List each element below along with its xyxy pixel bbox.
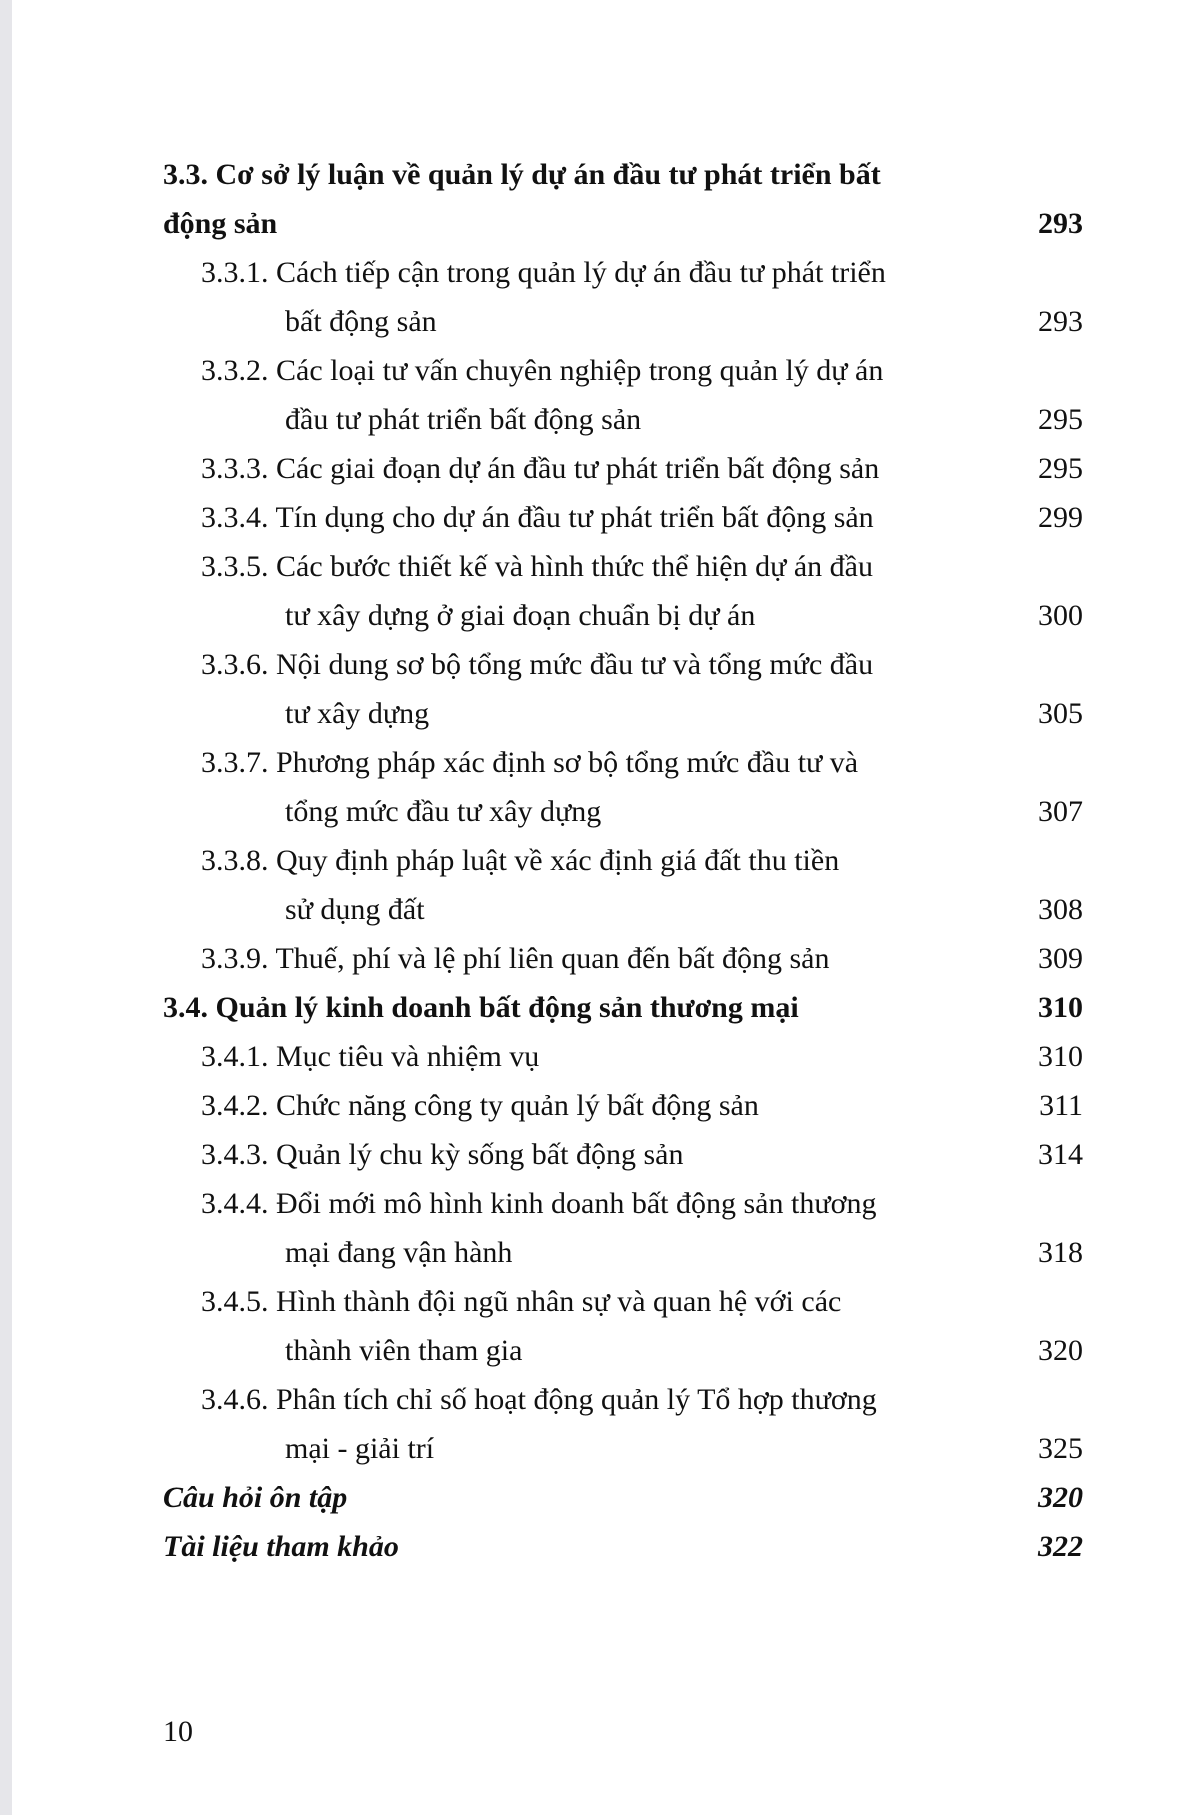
toc-entry-line (163, 1228, 1083, 1277)
toc-entry-title: 3.3.7. Phương pháp xác định sơ bộ tổng mức đầu tư và (201, 746, 859, 779)
toc-entry-title: 3.3.4. Tín dụng cho dự án đầu tư phát triển bất động sản (201, 501, 874, 534)
toc-entry-page: 310 (1038, 1040, 1083, 1073)
toc-entry-page: 318 (1038, 1236, 1083, 1269)
page-edge-shadow (0, 0, 12, 1815)
toc-entry-page: 311 (1039, 1089, 1083, 1122)
toc-entry-title: 3.4.2. Chức năng công ty quản lý bất động sản (201, 1089, 759, 1122)
toc-entry-title: bất động sản (285, 305, 437, 338)
toc-entry-page: 299 (1038, 501, 1083, 534)
toc-entry-title: 3.3. Cơ sở lý luận về quản lý dự án đầu tư phát triển bất (163, 158, 881, 191)
toc-entry-title: 3.4.5. Hình thành đội ngũ nhân sự và quan hệ với các (201, 1285, 842, 1318)
toc-entry-line (163, 297, 1083, 346)
toc-entry-line (163, 346, 1083, 395)
toc-entry-page: 310 (1038, 991, 1083, 1024)
toc-entry-line (163, 1032, 1083, 1081)
toc-entry-title: 3.3.5. Các bước thiết kế và hình thức thể hiện dự án đầu (201, 550, 873, 583)
toc-entry-title: tổng mức đầu tư xây dựng (285, 795, 602, 828)
toc-entry-line (163, 640, 1083, 689)
toc-entry-line (163, 738, 1083, 787)
toc-entry-title: Câu hỏi ôn tập (163, 1481, 348, 1514)
toc-entry-page: 293 (1038, 207, 1083, 240)
page-number: 10 (163, 1715, 193, 1748)
toc-entry-line (163, 1375, 1083, 1424)
toc-entry-title: 3.3.3. Các giai đoạn dự án đầu tư phát triển bất động sản (201, 452, 880, 485)
toc-entry-page: 314 (1038, 1138, 1083, 1171)
toc-entry-line (163, 836, 1083, 885)
toc-entry-title: 3.3.2. Các loại tư vấn chuyên nghiệp trong quản lý dự án (201, 354, 884, 387)
toc-entry-line (163, 199, 1083, 248)
toc-entry-line (163, 493, 1083, 542)
toc-entry-title: 3.3.9. Thuế, phí và lệ phí liên quan đến bất động sản (201, 942, 830, 975)
toc-entry-line (163, 1130, 1083, 1179)
toc-entry-page: 300 (1038, 599, 1083, 632)
toc-entry-title: thành viên tham gia (285, 1334, 523, 1367)
toc-entry-page: 307 (1038, 795, 1083, 828)
toc-entry-title: sử dụng đất (285, 893, 425, 926)
toc-entry-page: 295 (1038, 452, 1083, 485)
toc-entry-title: tư xây dựng ở giai đoạn chuẩn bị dự án (285, 599, 756, 632)
toc-entry-line (163, 395, 1083, 444)
toc-entry-title: mại - giải trí (285, 1432, 435, 1465)
toc-entry-line (163, 1326, 1083, 1375)
toc-entry-title: 3.4.6. Phân tích chỉ số hoạt động quản lý Tổ hợp thương (201, 1383, 877, 1416)
toc-entry-page: 293 (1038, 305, 1083, 338)
toc-entry-line (163, 542, 1083, 591)
toc-entry-title: tư xây dựng (285, 697, 430, 730)
toc-entry-title: 3.4. Quản lý kinh doanh bất động sản thương mại (163, 991, 799, 1024)
toc-entry-line (163, 444, 1083, 493)
toc-entry-title: 3.4.1. Mục tiêu và nhiệm vụ (201, 1040, 540, 1073)
toc-entry-title: Tài liệu tham khảo (163, 1530, 399, 1563)
toc-entry-line (163, 1522, 1083, 1571)
toc-entry-page: 295 (1038, 403, 1083, 436)
toc-entry-title: 3.4.4. Đổi mới mô hình kinh doanh bất động sản thương (201, 1187, 877, 1220)
toc-entry-line (163, 934, 1083, 983)
toc-entry-page: 309 (1038, 942, 1083, 975)
toc-entry-line (163, 248, 1083, 297)
toc-entry-title: 3.4.3. Quản lý chu kỳ sống bất động sản (201, 1138, 684, 1171)
toc-entry-title: 3.3.1. Cách tiếp cận trong quản lý dự án đầu tư phát triển (201, 256, 886, 289)
toc-entry-line (163, 689, 1083, 738)
toc-entry-page: 305 (1038, 697, 1083, 730)
toc-entry-line (163, 885, 1083, 934)
toc-entry-page: 320 (1038, 1334, 1083, 1367)
toc-entry-line (163, 591, 1083, 640)
toc-entry-line (163, 1424, 1083, 1473)
toc-entry-title: 3.3.6. Nội dung sơ bộ tổng mức đầu tư và tổng mức đầu (201, 648, 874, 681)
toc-entry-title: động sản (163, 207, 278, 240)
toc-entry-title: đầu tư phát triển bất động sản (285, 403, 642, 436)
toc-entry-line (163, 1473, 1083, 1522)
toc-entry-page: 325 (1038, 1432, 1083, 1465)
toc-entry-page: 320 (1038, 1481, 1083, 1514)
toc-entry-line (163, 983, 1083, 1032)
table-of-contents (163, 150, 1083, 1571)
toc-entry-line (163, 1277, 1083, 1326)
toc-entry-line (163, 150, 1083, 199)
toc-entry-line (163, 787, 1083, 836)
toc-entry-page: 322 (1038, 1530, 1083, 1563)
toc-entry-line (163, 1081, 1083, 1130)
toc-entry-title: mại đang vận hành (285, 1236, 513, 1269)
toc-entry-title: 3.3.8. Quy định pháp luật về xác định giá đất thu tiền (201, 844, 840, 877)
toc-entry-line (163, 1179, 1083, 1228)
toc-entry-page: 308 (1038, 893, 1083, 926)
